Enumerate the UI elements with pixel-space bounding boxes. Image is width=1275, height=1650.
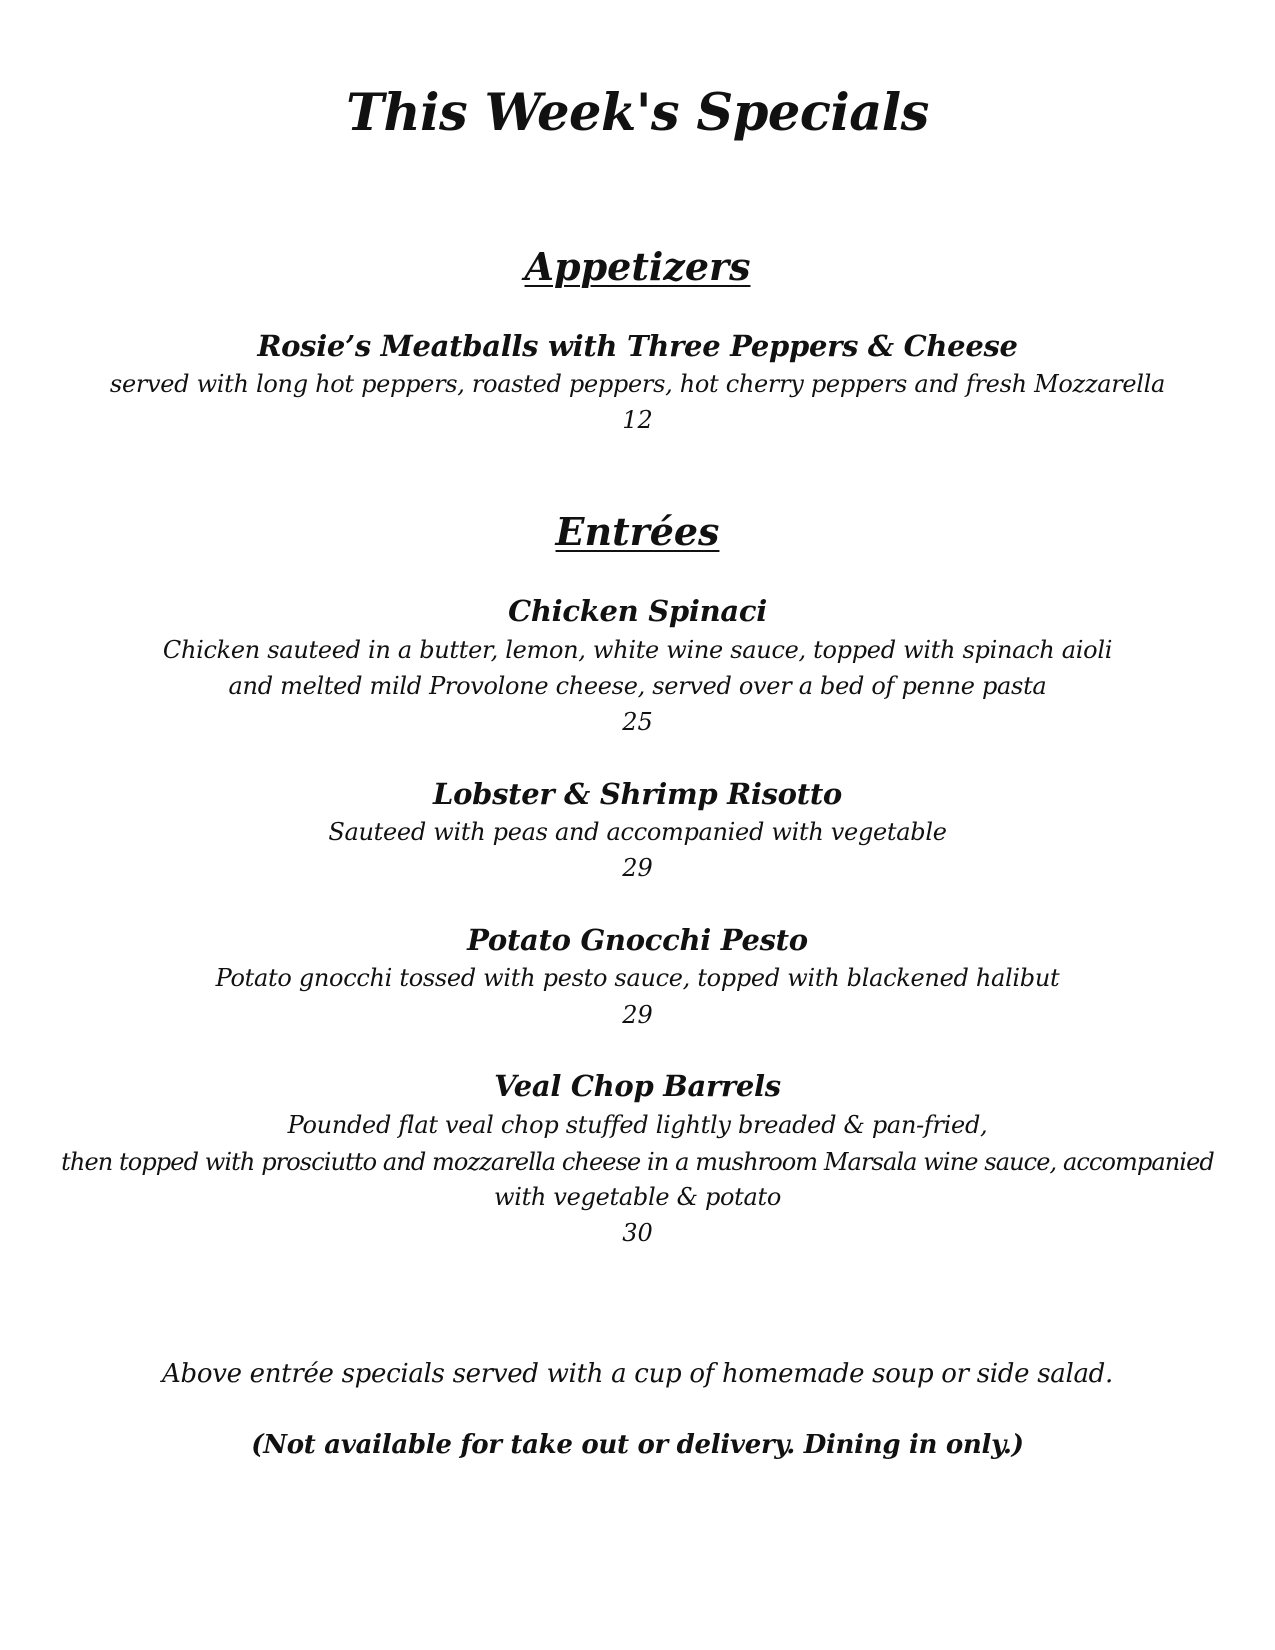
item-price-gnocchi-pesto: 29	[622, 1001, 653, 1029]
footer-note: Above entrée specials served with a cup of homemade soup or side salad.	[162, 1359, 1113, 1389]
appetizers-heading: Appetizers	[524, 244, 751, 289]
item-price-lobster-risotto: 29	[622, 854, 653, 882]
item-desc-lobster-risotto: Sauteed with peas and accompanied with vegetable	[328, 818, 947, 846]
item-price-veal-chop: 30	[622, 1219, 653, 1247]
item-name-meatballs: Rosie’s Meatballs with Three Peppers & Cheese	[257, 329, 1018, 363]
item-desc-veal-chop-line2: then topped with prosciutto and mozzarella cheese in a mushroom Marsala wine sauce, accompanied	[61, 1148, 1214, 1176]
item-price-chicken-spinaci: 25	[622, 708, 653, 736]
item-name-chicken-spinaci: Chicken Spinaci	[508, 594, 767, 628]
page-title: This Week's Specials	[346, 83, 929, 143]
item-desc-veal-chop-line1: Pounded flat veal chop stuffed lightly breaded & pan-fried,	[287, 1111, 988, 1139]
item-desc-meatballs: served with long hot peppers, roasted peppers, hot cherry peppers and fresh Mozzarella	[109, 370, 1166, 398]
item-desc-chicken-spinaci-line2: and melted mild Provolone cheese, served over a bed of penne pasta	[228, 672, 1047, 700]
item-price-meatballs: 12	[622, 406, 653, 434]
entrees-heading: Entrées	[555, 509, 720, 554]
item-desc-veal-chop-line3: with vegetable & potato	[493, 1183, 782, 1211]
footer-disclaimer: (Not available for take out or delivery. Dining in only.)	[251, 1430, 1024, 1460]
item-name-gnocchi-pesto: Potato Gnocchi Pesto	[467, 923, 808, 957]
item-name-lobster-risotto: Lobster & Shrimp Risotto	[433, 777, 842, 811]
item-desc-chicken-spinaci-line1: Chicken sauteed in a butter, lemon, white wine sauce, topped with spinach aioli	[162, 636, 1113, 664]
item-name-veal-chop: Veal Chop Barrels	[494, 1069, 781, 1103]
item-desc-gnocchi-pesto: Potato gnocchi tossed with pesto sauce, topped with blackened halibut	[215, 964, 1060, 992]
